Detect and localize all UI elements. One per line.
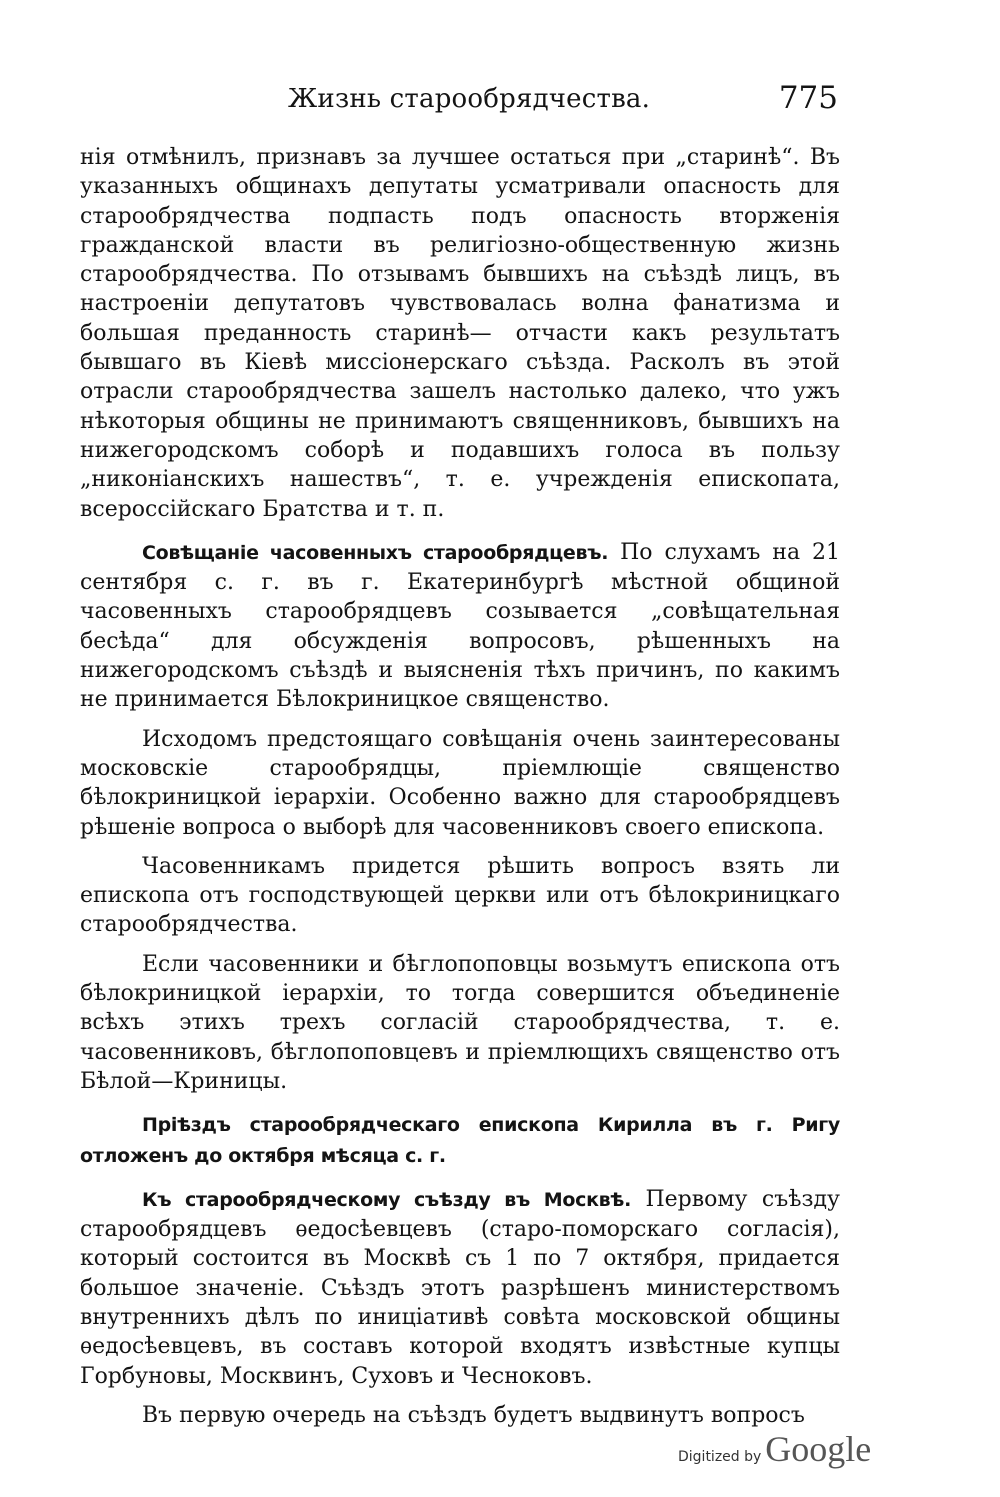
google-logo: Google [765, 1429, 872, 1469]
paragraph-chapel-meeting [80, 538, 840, 715]
paragraph-text: Въ первую очередь на съѣздъ будетъ выдвинутъ вопросъ [142, 1402, 805, 1428]
watermark-prefix: Digitized by [678, 1449, 762, 1465]
section-heading-bishop-visit: Пріѣздъ старообрядческаго епископа Кирилла въ г. Ригу отложенъ до октября мѣсяца с. г. [80, 1114, 840, 1167]
paragraph-text: Если часовенники и бѣглопоповцы возьмутъ епископа отъ бѣлокриницкой іерархіи, то тогда совершится объединеніе всѣхъ этихъ трехъ согласій старообрядчества, т. е. часовенниковъ, бѣглопоповцевъ и пріемлющихъ священство отъ Бѣлой—Криницы. [80, 951, 840, 1094]
paragraph-bishop-visit [80, 1110, 840, 1171]
paragraph-text: По слухамъ на 21 сентября с. г. въ г. Екатеринбургѣ мѣстной общиной часовенныхъ старообрядцевъ созывается „совѣщательная бесѣда“ для обсужденія вопросовъ, рѣшенныхъ на нижегородскомъ съѣздѣ и выясненія тѣхъ причинъ, по какимъ не принимается Бѣлокриницкое священство. [80, 539, 840, 713]
paragraph-moscow-congress [80, 1185, 840, 1391]
paragraph-text: Первому съѣзду старообрядцевъ ѳедосѣевцевъ (старо-поморскаго согласія), который состоится въ Москвѣ съ 1 по 7 октября, придается большое значеніе. Съѣздъ этотъ разрѣшенъ министерствомъ внутреннихъ дѣлъ по иниціативѣ совѣта московской общины ѳедосѣевцевъ, въ составъ которой входятъ извѣстные купцы Горбуновы, Москвинъ, Суховъ и Чесноковъ. [80, 1186, 840, 1389]
running-title: Жизнь старообрядчества. [288, 84, 651, 114]
section-heading-chapel-meeting: Совѣщаніе часовенныхъ старообрядцевъ. [142, 541, 609, 564]
running-header [78, 80, 838, 130]
paragraph-unification [80, 950, 840, 1096]
paragraph-text: Часовенникамъ придется рѣшить вопросъ взять ли епископа отъ господствующей церкви или отъ бѣлокриницкаго старообрядчества. [80, 853, 840, 938]
body-text [80, 143, 840, 1430]
paragraph-text: нія отмѣнилъ, признавъ за лучшее остаться при „старинѣ“. Въ указанныхъ общинахъ депутаты усматривали опасность для старообрядчества подпасть подъ опасность вторженія гражданской власти въ религіозно-общественную жизнь старообрядчества. По отзывамъ бывшихъ на съѣздѣ лицъ, въ настроеніи депутатовъ чувствовалась волна фанатизма и большая преданность старинѣ— отчасти какъ результатъ бывшаго въ Кіевѣ миссіонерскаго съѣзда. Расколъ въ этой отрасли старообрядчества зашелъ настолько далеко, что ужъ нѣкоторыя общины не принимаютъ священниковъ, бывшихъ на нижегородскомъ соборѣ и подавшихъ голоса въ пользу „никоніанскихъ нашествъ“, т. е. учрежденія епископата, всероссійскаго Братства и т. п. [80, 145, 840, 522]
paragraph-bishop-question [80, 852, 840, 940]
page-number: 775 [778, 80, 838, 116]
paragraph-text: Исходомъ предстоящаго совѣщанія очень заинтересованы московскіе старообрядцы, пріемлющіе священство бѣлокриницкой іерархіи. Особенно важно для старообрядцевъ рѣшеніе вопроса о выборѣ для часовенниковъ своего епископа. [80, 726, 840, 840]
digitized-watermark [678, 1428, 871, 1470]
section-heading-moscow-congress: Къ старообрядческому съѣзду въ Москвѣ. [142, 1188, 631, 1211]
paragraph-continuation [80, 143, 840, 524]
paragraph-outcome [80, 725, 840, 842]
paragraph-first-question [80, 1401, 840, 1430]
